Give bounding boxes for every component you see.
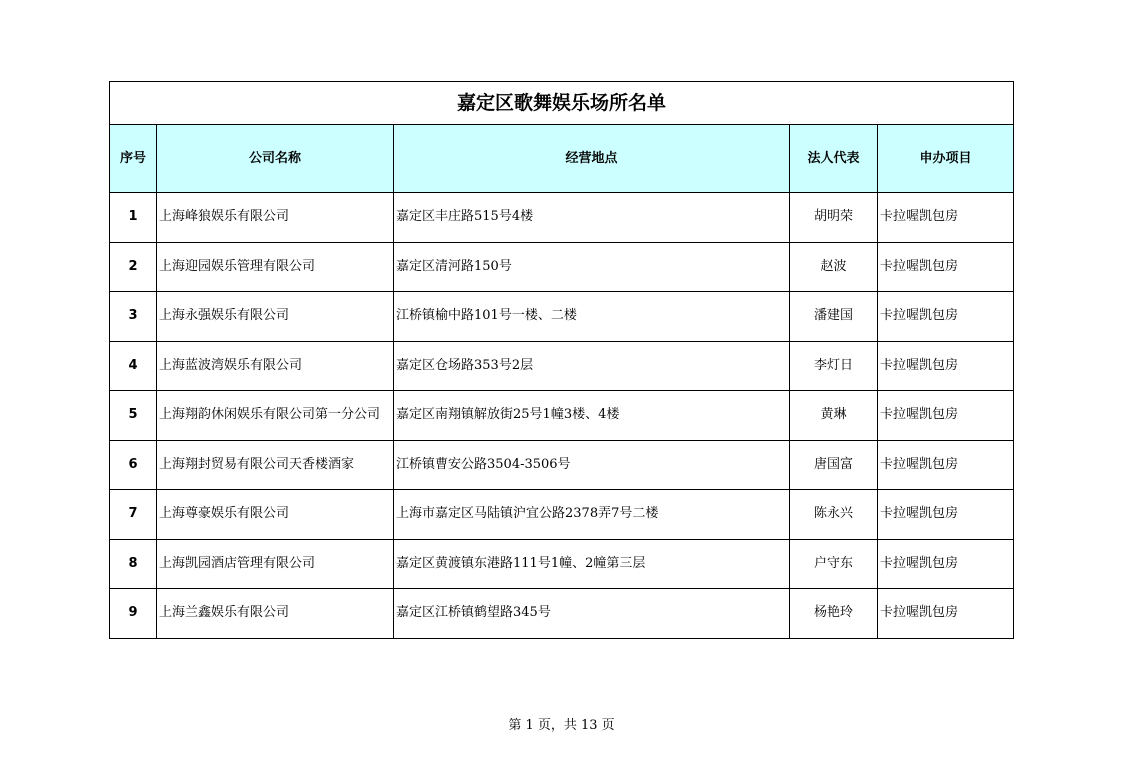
row-legal-rep: 黄琳: [790, 391, 878, 441]
row-company: 上海永强娱乐有限公司: [157, 292, 394, 342]
header-row: [110, 125, 1014, 193]
row-address: 江桥镇榆中路101号一楼、二楼: [394, 292, 790, 342]
row-no: 3: [110, 292, 157, 342]
table-row: [110, 391, 1014, 441]
row-address: 嘉定区清河路150号: [394, 242, 790, 292]
entertainment-venues-table: [109, 81, 1014, 639]
row-item: 卡拉喔凯包房: [878, 292, 1014, 342]
row-no: 5: [110, 391, 157, 441]
row-no: 1: [110, 193, 157, 243]
row-item: 卡拉喔凯包房: [878, 341, 1014, 391]
table-row: [110, 292, 1014, 342]
row-item: 卡拉喔凯包房: [878, 539, 1014, 589]
header-no: 序号: [110, 125, 157, 193]
row-no: 6: [110, 440, 157, 490]
header-address: 经营地点: [394, 125, 790, 193]
row-address: 嘉定区黄渡镇东港路111号1幢、2幢第三层: [394, 539, 790, 589]
row-no: 7: [110, 490, 157, 540]
row-company: 上海尊豪娱乐有限公司: [157, 490, 394, 540]
header-company: 公司名称: [157, 125, 394, 193]
row-company: 上海迎园娱乐管理有限公司: [157, 242, 394, 292]
row-item: 卡拉喔凯包房: [878, 490, 1014, 540]
header-item: 申办项目: [878, 125, 1014, 193]
row-company: 上海峰狼娱乐有限公司: [157, 193, 394, 243]
row-no: 8: [110, 539, 157, 589]
header-legal-rep: 法人代表: [790, 125, 878, 193]
row-legal-rep: 唐国富: [790, 440, 878, 490]
table-row: [110, 242, 1014, 292]
table-title: 嘉定区歌舞娱乐场所名单: [110, 82, 1014, 125]
row-no: 9: [110, 589, 157, 639]
row-company: 上海兰鑫娱乐有限公司: [157, 589, 394, 639]
row-company: 上海凯园酒店管理有限公司: [157, 539, 394, 589]
row-company: 上海蓝波湾娱乐有限公司: [157, 341, 394, 391]
row-legal-rep: 李灯日: [790, 341, 878, 391]
row-item: 卡拉喔凯包房: [878, 589, 1014, 639]
row-legal-rep: 杨艳玲: [790, 589, 878, 639]
table-row: [110, 440, 1014, 490]
table-row: [110, 341, 1014, 391]
row-legal-rep: 赵波: [790, 242, 878, 292]
row-no: 2: [110, 242, 157, 292]
row-address: 嘉定区仓场路353号2层: [394, 341, 790, 391]
row-address: 嘉定区丰庄路515号4楼: [394, 193, 790, 243]
row-address: 嘉定区江桥镇鹤望路345号: [394, 589, 790, 639]
row-legal-rep: 户守东: [790, 539, 878, 589]
row-item: 卡拉喔凯包房: [878, 193, 1014, 243]
row-item: 卡拉喔凯包房: [878, 440, 1014, 490]
page-footer: 第 1 页，共 13 页: [508, 718, 615, 733]
row-item: 卡拉喔凯包房: [878, 242, 1014, 292]
row-address: 江桥镇曹安公路3504-3506号: [394, 440, 790, 490]
row-item: 卡拉喔凯包房: [878, 391, 1014, 441]
row-company: 上海翔韵休闲娱乐有限公司第一分公司: [157, 391, 394, 441]
row-address: 嘉定区南翔镇解放街25号1幢3楼、4楼: [394, 391, 790, 441]
row-address: 上海市嘉定区马陆镇沪宜公路2378弄7号二楼: [394, 490, 790, 540]
row-company: 上海翔封贸易有限公司天香楼酒家: [157, 440, 394, 490]
table-row: [110, 589, 1014, 639]
row-legal-rep: 潘建国: [790, 292, 878, 342]
table-row: [110, 539, 1014, 589]
row-no: 4: [110, 341, 157, 391]
row-legal-rep: 胡明荣: [790, 193, 878, 243]
table-row: [110, 193, 1014, 243]
row-legal-rep: 陈永兴: [790, 490, 878, 540]
table-row: [110, 490, 1014, 540]
